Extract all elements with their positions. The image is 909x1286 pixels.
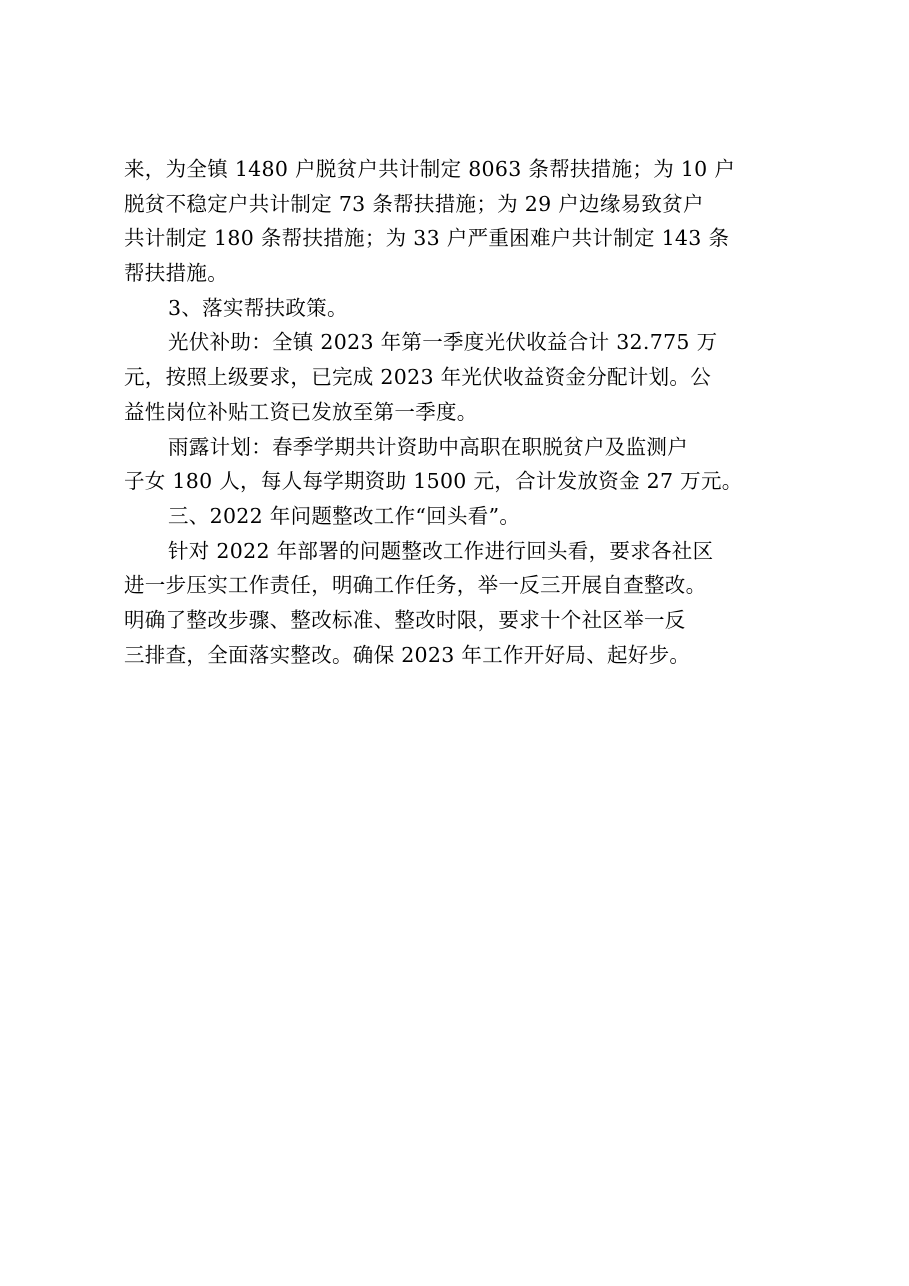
section-heading: 3、落实帮扶政策。	[168, 295, 348, 320]
paragraph-line: 帮扶措施。	[124, 261, 228, 286]
section-heading: 三、2022 年问题整改工作“回头看”。	[168, 503, 521, 528]
paragraph-line: 子女 180 人，每人每学期资助 1500 元，合计发放资金 27 万元。	[124, 469, 743, 494]
paragraph-line: 雨露计划：春季学期共计资助中高职在职脱贫户及监测户	[168, 434, 688, 459]
paragraph-line: 元，按照上级要求，已完成 2023 年光伏收益资金分配计划。公	[124, 365, 712, 390]
paragraph-line: 光伏补助：全镇 2023 年第一季度光伏收益合计 32.775 万	[168, 330, 718, 355]
paragraph-line: 共计制定 180 条帮扶措施；为 33 户严重困难户共计制定 143 条	[124, 226, 730, 251]
paragraph-line: 针对 2022 年部署的问题整改工作进行回头看，要求各社区	[168, 538, 714, 563]
document-body	[124, 152, 806, 672]
paragraph-line: 三排查，全面落实整改。确保 2023 年工作开好局、起好步。	[124, 642, 691, 667]
paragraph-line: 来，为全镇 1480 户脱贫户共计制定 8063 条帮扶措施；为 10 户	[124, 157, 736, 181]
paragraph-line: 明确了整改步骤、整改标准、整改时限，要求十个社区举一反	[124, 607, 686, 632]
paragraph-line: 进一步压实工作责任，明确工作任务，举一反三开展自查整改。	[124, 573, 707, 598]
paragraph-line: 益性岗位补贴工资已发放至第一季度。	[124, 399, 478, 424]
paragraph-line: 脱贫不稳定户共计制定 73 条帮扶措施；为 29 户边缘易致贫户	[124, 191, 704, 216]
